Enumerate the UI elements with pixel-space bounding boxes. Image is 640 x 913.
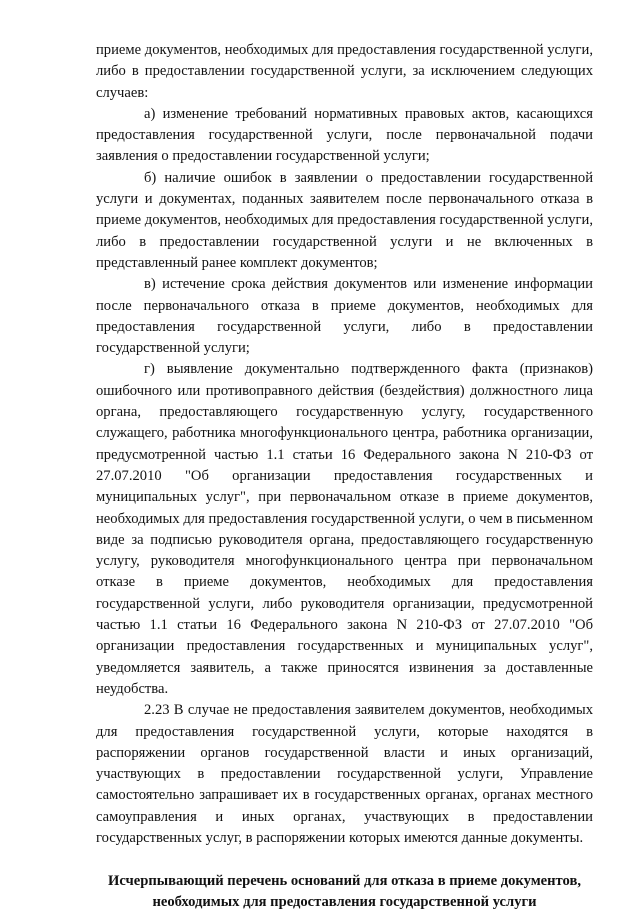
paragraph-intro: приеме документов, необходимых для предоставления государственной услуги, либо в предоставлении государственной услуги, за исключением следующих случаев:	[96, 42, 593, 101]
section-heading-line-1: Исчерпывающий перечень оснований для отказа в приеме документов,	[108, 873, 581, 890]
section-spacer	[96, 849, 593, 871]
section-heading	[96, 871, 593, 913]
paragraph-item-g: г) выявление документально подтвержденного факта (признаков) ошибочного или противоправного действия (бездействия) должностного лица органа, предоставляющего государственную услугу, государственного служащего, работника многофункционального центра, работника организации, предусмотренной частью 1.1 статьи 16 Федерального закона N 210-ФЗ от 27.07.2010 "Об организации предоставления государственных и муниципальных услуг", при первоначальном отказе в приеме документов, необходимых для предоставления государственной услуги, о чем в письменном виде за подписью руководителя органа, предоставляющего государственную услугу, руководителя многофункционального центра при первоначальном отказе в приеме документов, необходимых для предоставления государственной услуги, либо руководителя организации, предусмотренной частью 1.1 статьи 16 Федерального закона N 210-ФЗ от 27.07.2010 "Об организации предоставления государственных и муниципальных услуг", уведомляется заявитель, а также приносятся извинения за доставленные неудобства.	[96, 361, 593, 697]
paragraph-item-v: в) истечение срока действия документов или изменение информации после первоначального отказа в приеме документов, необходимых для предоставления государственной услуги, либо в предоставлении государственной услуги;	[96, 276, 593, 357]
paragraph-item-b: б) наличие ошибок в заявлении о предоставлении государственной услуги и документах, поданных заявителем после первоначального отказа в приеме документов, необходимых для предоставления государственной услуги, либо в предоставлении государственной услуги и не включенных в представленный ранее комплект документов;	[96, 169, 593, 271]
document-page	[96, 40, 593, 913]
section-heading-line-2: необходимых для предоставления государственной услуги	[152, 894, 537, 911]
paragraph-item-a: а) изменение требований нормативных правовых актов, касающихся предоставления государственной услуги, после первоначальной подачи заявления о предоставлении государственной услуги;	[96, 105, 593, 165]
paragraph-2-23: 2.23 В случае не предоставления заявителем документов, необходимых для предоставления государственной услуги, которые находятся в распоряжении органов государственной власти и иных организаций, участвующих в предоставлении государственной услуги, Управление самостоятельно запрашивает их в государственных органах, органах местного самоуправления и иных органах, участвующих в предоставлении государственных услуг, в распоряжении которых имеются данные документы.	[96, 702, 593, 846]
